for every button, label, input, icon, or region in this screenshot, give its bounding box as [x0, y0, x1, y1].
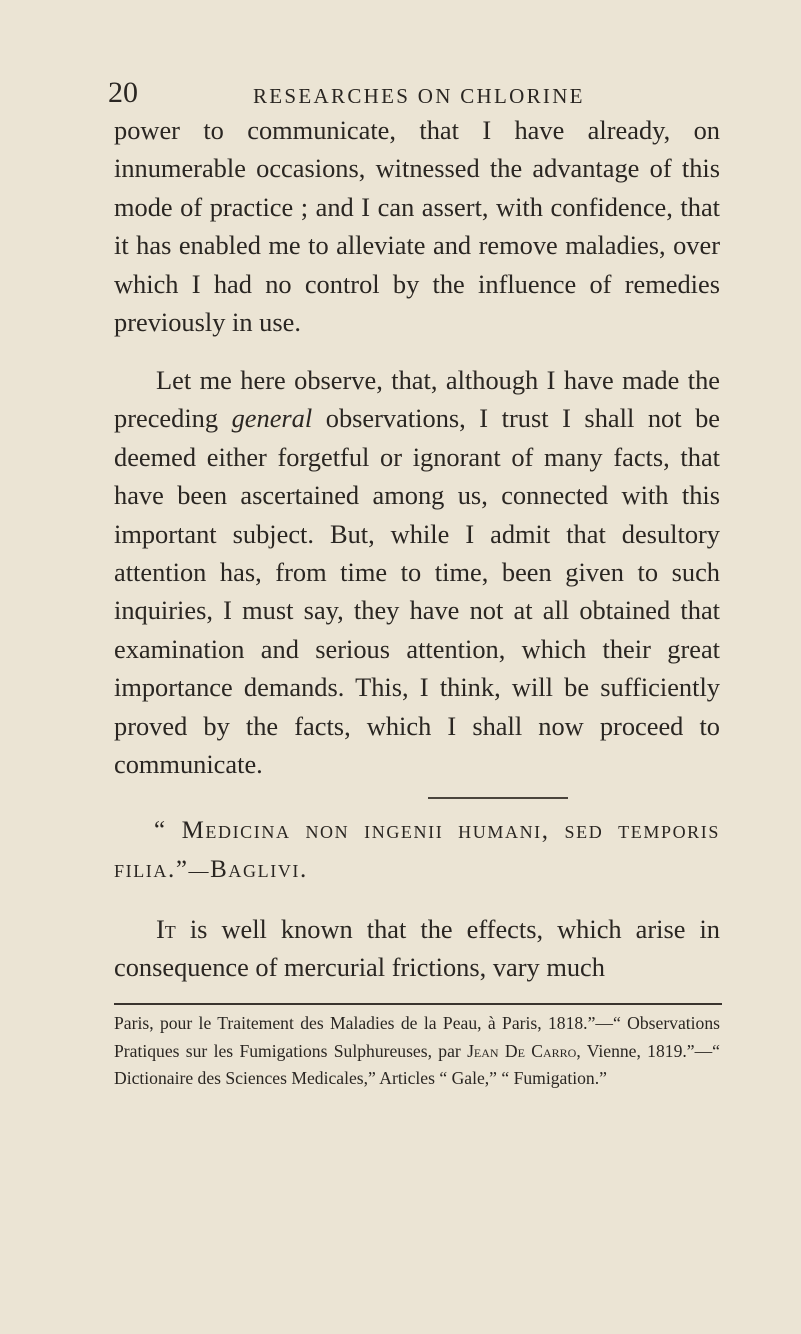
footnote [114, 1010, 720, 1093]
section-divider [428, 797, 568, 799]
paragraph-mercurial [114, 910, 720, 987]
page-number: 20 [108, 76, 138, 109]
footnote-rule [114, 1003, 722, 1005]
epigraph [114, 812, 720, 890]
footnote-text-end: , Vienne, 1819.”—“ Dictionaire des Sciences Medicales,” Articles “ Gale,” “ Fumigation.” [114, 1040, 720, 1089]
running-head: RESEARCHES ON CHLORINE [253, 84, 585, 108]
paragraph-text: is well known that the effects, which arise in consequence of mercurial frictions, vary much [114, 914, 720, 983]
paragraph-text-end: observations, I trust I shall not be deemed either forgetful or ignorant of many facts, that have been ascertained among us, connected with this important subject. But, while I admit that desultory attention has, from time to time, been given to such inquiries, I must say, they have not at all obtained that examination and serious attention, which their great importance demands. This, I think, will be sufficiently proved by the facts, which I shall now proceed to communicate. [114, 403, 720, 780]
epigraph-author: Baglivi. [210, 856, 308, 883]
paragraph-observation [114, 361, 720, 783]
footnote-text-start: Paris, pour le Traitement des Maladies de la Peau, à Paris, 1818.”—“ Observations Pratiques sur les Fumigations Sulphureuses, par [114, 1013, 720, 1061]
footnote-author: Jean De Carro [467, 1040, 577, 1061]
italic-word: general [231, 403, 313, 434]
paragraph-lead-word: It [156, 914, 176, 944]
paragraph-text-start: Let me here observe, that, although I have made the preceding [114, 365, 720, 434]
epigraph-dash: — [188, 860, 211, 882]
paragraph-continued: power to communicate, that I have already, on innumerable occasions, witnessed the advantage of this mode of practice ; and I can assert, with confidence, that it has enabled me to alleviate and remove maladies, over which I had no control by the influence of remedies previously in use. [114, 115, 720, 338]
epigraph-quote: “ Medicina non ingenii humani, sed temporis filia.” [114, 817, 720, 883]
